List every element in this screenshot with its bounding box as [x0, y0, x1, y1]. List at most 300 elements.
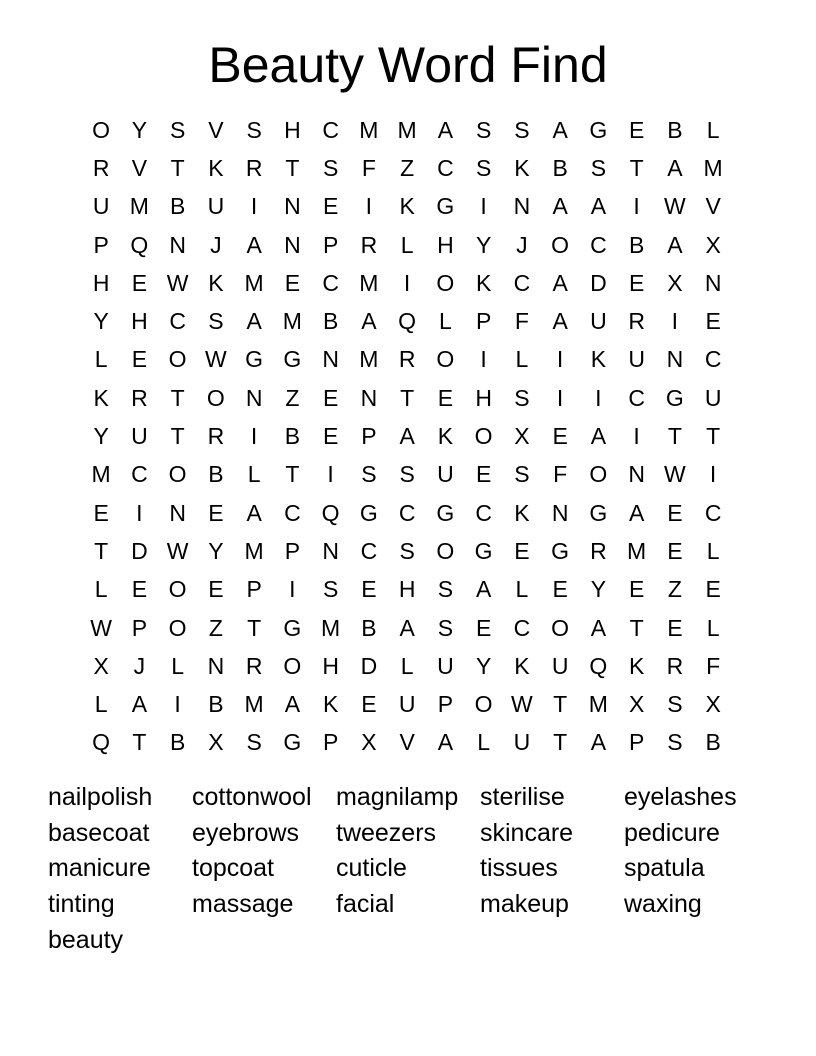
grid-letter[interactable]: S [667, 691, 683, 718]
grid-letter[interactable]: U [398, 691, 416, 718]
grid-letter[interactable]: X [361, 729, 377, 756]
grid-letter[interactable]: B [208, 691, 224, 718]
grid-letter[interactable]: A [552, 193, 568, 220]
grid-letter[interactable]: M [397, 116, 417, 143]
grid-letter[interactable]: E [284, 269, 301, 296]
grid-letter[interactable]: A [590, 614, 607, 641]
grid-letter[interactable]: B [552, 154, 568, 181]
word-list-item: facial [336, 890, 395, 919]
grid-letter[interactable]: T [553, 729, 568, 756]
grid-letter[interactable]: W [205, 346, 227, 373]
grid-letter[interactable]: B [361, 614, 377, 641]
grid-letter[interactable]: O [168, 576, 187, 603]
grid-letter[interactable]: K [514, 499, 530, 526]
grid-letter[interactable]: R [207, 423, 225, 450]
grid-letter[interactable]: E [475, 461, 492, 488]
grid-letter[interactable]: B [322, 308, 339, 335]
grid-letter[interactable]: E [322, 423, 339, 450]
grid-letter[interactable]: K [514, 652, 530, 679]
grid-letter[interactable]: K [628, 652, 645, 679]
grid-letter[interactable]: T [247, 614, 262, 641]
grid-letter[interactable]: S [322, 154, 339, 181]
grid-letter[interactable]: W [90, 614, 112, 641]
grid-letter[interactable]: A [590, 729, 607, 756]
grid-letter[interactable]: E [514, 537, 530, 564]
grid-letter[interactable]: A [552, 269, 568, 296]
grid-letter[interactable]: O [92, 116, 111, 143]
grid-letter[interactable]: J [210, 231, 222, 258]
grid-letter[interactable]: L [706, 116, 720, 143]
grid-letter[interactable]: O [551, 231, 570, 258]
grid-letter[interactable]: C [131, 461, 148, 488]
grid-letter[interactable]: Q [130, 231, 149, 258]
word-list-item: nailpolish [48, 783, 153, 811]
grid-letter[interactable]: C [704, 346, 722, 373]
grid-letter[interactable]: X [667, 269, 683, 296]
grid-letter[interactable]: H [398, 576, 416, 603]
grid-letter[interactable]: X [705, 691, 721, 718]
grid-letter[interactable]: R [245, 154, 263, 181]
grid-letter[interactable]: F [553, 461, 568, 488]
grid-letter[interactable]: G [283, 614, 302, 641]
grid-letter[interactable]: B [705, 729, 721, 756]
grid-letter[interactable]: X [705, 231, 721, 258]
grid-letter[interactable]: E [131, 269, 148, 296]
grid-letter[interactable]: U [704, 384, 722, 411]
grid-letter[interactable]: P [475, 308, 492, 335]
grid-letter[interactable]: K [437, 423, 454, 450]
grid-letter[interactable]: W [664, 193, 686, 220]
grid-letter[interactable]: L [706, 614, 720, 641]
grid-letter[interactable]: T [629, 154, 644, 181]
grid-letter[interactable]: K [514, 154, 530, 181]
grid-letter[interactable]: C [169, 308, 186, 335]
grid-letter[interactable]: P [246, 576, 262, 603]
grid-letter[interactable]: L [94, 691, 108, 718]
grid-letter[interactable]: L [400, 652, 414, 679]
grid-letter[interactable]: N [322, 346, 339, 373]
grid-letter[interactable]: G [245, 346, 264, 373]
grid-letter[interactable]: L [171, 652, 185, 679]
grid-letter[interactable]: Y [208, 537, 224, 564]
word-list-item: tissues [480, 854, 558, 883]
grid-letter[interactable]: G [283, 729, 302, 756]
grid-letter[interactable]: I [403, 269, 411, 296]
grid-letter[interactable]: L [515, 346, 529, 373]
word-list-item: spatula [624, 854, 705, 883]
grid-letter[interactable]: O [206, 384, 225, 411]
grid-letter[interactable]: U [92, 193, 110, 220]
grid-letter[interactable]: Y [131, 116, 148, 143]
grid-letter[interactable]: I [250, 193, 258, 220]
grid-letter[interactable]: E [361, 576, 377, 603]
grid-letter[interactable]: N [169, 231, 186, 258]
grid-letter[interactable]: W [664, 461, 686, 488]
grid-letter[interactable]: K [590, 346, 607, 373]
grid-letter[interactable]: O [436, 269, 455, 296]
grid-letter[interactable]: L [477, 729, 491, 756]
grid-letter[interactable]: M [91, 461, 111, 488]
grid-letter[interactable]: M [359, 346, 379, 373]
grid-letter[interactable]: O [168, 614, 187, 641]
grid-letter[interactable]: H [131, 308, 148, 335]
grid-letter[interactable]: K [208, 154, 224, 181]
grid-letter[interactable]: M [359, 269, 379, 296]
grid-letter[interactable]: C [322, 269, 339, 296]
grid-letter[interactable]: S [514, 116, 530, 143]
grid-letter[interactable]: J [133, 652, 146, 679]
grid-letter[interactable]: A [437, 729, 454, 756]
grid-letter[interactable]: G [589, 499, 608, 526]
grid-letter[interactable]: T [629, 614, 644, 641]
grid-letter[interactable]: X [514, 423, 530, 450]
grid-letter[interactable]: P [628, 729, 645, 756]
grid-letter[interactable]: A [628, 499, 645, 526]
grid-letter[interactable]: H [92, 269, 110, 296]
grid-letter[interactable]: O [283, 652, 302, 679]
grid-letter[interactable]: G [474, 537, 493, 564]
grid-letter[interactable]: L [438, 308, 452, 335]
grid-letter[interactable]: W [511, 691, 533, 718]
grid-letter[interactable]: E [131, 346, 148, 373]
grid-letter[interactable]: L [706, 537, 720, 564]
grid-letter[interactable]: U [437, 461, 454, 488]
grid-letter[interactable]: N [207, 652, 225, 679]
grid-letter[interactable]: N [666, 346, 684, 373]
grid-letter[interactable]: V [131, 154, 148, 181]
grid-letter[interactable]: W [166, 537, 189, 564]
grid-letter[interactable]: T [132, 729, 147, 756]
grid-letter[interactable]: C [398, 499, 416, 526]
grid-letter[interactable]: Y [475, 231, 492, 258]
grid-letter[interactable]: I [365, 193, 373, 220]
grid-letter[interactable]: M [703, 154, 723, 181]
grid-letter[interactable]: B [208, 461, 224, 488]
grid-letter[interactable]: U [513, 729, 531, 756]
grid-letter[interactable]: G [436, 193, 455, 220]
grid-letter[interactable]: F [361, 154, 376, 181]
grid-letter[interactable]: R [398, 346, 416, 373]
grid-letter[interactable]: V [399, 729, 415, 756]
grid-letter[interactable]: E [667, 537, 683, 564]
grid-letter[interactable]: U [590, 308, 607, 335]
grid-letter[interactable]: S [208, 308, 224, 335]
grid-letter[interactable]: O [436, 537, 455, 564]
grid-letter[interactable]: C [513, 614, 531, 641]
grid-letter[interactable]: O [589, 461, 608, 488]
grid-letter[interactable]: C [590, 231, 607, 258]
grid-letter[interactable]: Y [475, 652, 492, 679]
grid-letter[interactable]: Z [285, 384, 300, 411]
grid-letter[interactable]: T [94, 537, 109, 564]
grid-letter[interactable]: R [131, 384, 148, 411]
grid-letter[interactable]: O [551, 614, 570, 641]
grid-letter[interactable]: G [283, 346, 302, 373]
grid-letter[interactable]: A [667, 154, 683, 181]
grid-letter[interactable]: I [633, 193, 640, 220]
grid-letter[interactable]: T [553, 691, 568, 718]
grid-letter[interactable]: I [556, 346, 564, 373]
grid-letter[interactable]: Z [400, 154, 415, 181]
word-list-item: beauty [48, 925, 124, 954]
grid-letter[interactable]: N [322, 537, 339, 564]
grid-letter[interactable]: E [475, 614, 492, 641]
grid-letter[interactable]: L [94, 576, 108, 603]
grid-letter[interactable]: V [208, 116, 224, 143]
grid-letter[interactable]: B [628, 231, 645, 258]
grid-letter[interactable]: R [628, 308, 645, 335]
grid-letter[interactable]: R [360, 231, 378, 258]
grid-letter[interactable]: C [628, 384, 645, 411]
grid-letter[interactable]: M [244, 537, 264, 564]
grid-letter[interactable]: M [321, 614, 341, 641]
grid-letter[interactable]: T [285, 154, 300, 181]
grid-letter[interactable]: A [590, 193, 607, 220]
grid-letter[interactable]: O [168, 346, 187, 373]
grid-letter[interactable]: I [327, 461, 334, 488]
grid-letter[interactable]: E [552, 423, 568, 450]
grid-letter[interactable]: U [628, 346, 645, 373]
grid-letter[interactable]: E [208, 576, 224, 603]
grid-letter[interactable]: N [360, 384, 378, 411]
grid-letter[interactable]: V [705, 193, 721, 220]
grid-letter[interactable]: Q [398, 308, 417, 335]
grid-letter[interactable]: X [93, 652, 109, 679]
grid-letter[interactable]: A [399, 423, 415, 450]
grid-letter[interactable]: A [246, 499, 262, 526]
grid-letter[interactable]: K [208, 269, 224, 296]
grid-letter[interactable]: C [360, 537, 378, 564]
grid-letter[interactable]: N [284, 193, 301, 220]
grid-letter[interactable]: E [208, 499, 224, 526]
grid-letter[interactable]: H [322, 652, 339, 679]
grid-letter[interactable]: D [590, 269, 607, 296]
grid-letter[interactable]: M [244, 691, 264, 718]
grid-letter[interactable]: K [322, 691, 339, 718]
grid-letter[interactable]: P [284, 537, 301, 564]
grid-letter[interactable]: E [93, 499, 109, 526]
grid-letter[interactable]: O [168, 461, 187, 488]
grid-letter[interactable]: N [245, 384, 263, 411]
grid-letter[interactable]: U [131, 423, 148, 450]
grid-letter[interactable]: S [514, 384, 530, 411]
grid-letter[interactable]: U [437, 652, 454, 679]
grid-letter[interactable]: I [250, 423, 258, 450]
grid-letter[interactable]: A [131, 691, 148, 718]
grid-letter[interactable]: C [437, 154, 454, 181]
grid-letter[interactable]: G [665, 384, 684, 411]
grid-letter[interactable]: C [513, 269, 531, 296]
grid-letter[interactable]: N [628, 461, 645, 488]
grid-letter[interactable]: G [589, 116, 608, 143]
grid-letter[interactable]: E [361, 691, 377, 718]
grid-letter[interactable]: Y [590, 576, 607, 603]
grid-letter[interactable]: S [322, 576, 339, 603]
grid-letter[interactable]: E [552, 576, 568, 603]
word-list-item: tweezers [336, 818, 437, 847]
grid-letter[interactable]: A [284, 691, 301, 718]
grid-letter[interactable]: A [552, 308, 568, 335]
grid-letter[interactable]: H [284, 116, 301, 143]
grid-letter[interactable]: E [628, 116, 645, 143]
grid-letter[interactable]: M [282, 308, 302, 335]
grid-letter[interactable]: I [671, 308, 679, 335]
grid-letter[interactable]: A [361, 308, 377, 335]
grid-letter[interactable]: S [399, 537, 415, 564]
word-list-item: massage [192, 890, 294, 919]
grid-letter[interactable]: G [436, 499, 455, 526]
grid-letter[interactable]: A [437, 116, 454, 143]
grid-letter[interactable]: M [588, 691, 608, 718]
grid-letter[interactable]: S [475, 154, 492, 181]
grid-letter[interactable]: A [246, 308, 262, 335]
grid-letter[interactable]: P [322, 231, 339, 258]
grid-letter[interactable]: G [551, 537, 570, 564]
grid-letter[interactable]: Y [93, 308, 109, 335]
grid-letter[interactable]: S [246, 729, 262, 756]
word-list [48, 780, 768, 958]
grid-letter[interactable]: E [667, 499, 683, 526]
grid-letter[interactable]: I [480, 193, 487, 220]
grid-letter[interactable]: C [322, 116, 339, 143]
grid-letter[interactable]: Q [92, 729, 111, 756]
grid-letter[interactable]: A [552, 116, 568, 143]
grid-letter[interactable]: U [207, 193, 225, 220]
grid-letter[interactable]: S [514, 461, 530, 488]
word-list-item: cuticle [336, 854, 407, 883]
grid-letter[interactable]: E [628, 576, 645, 603]
grid-letter[interactable]: N [284, 231, 301, 258]
grid-letter[interactable]: L [94, 346, 108, 373]
grid-letter[interactable]: B [667, 116, 683, 143]
grid-letter[interactable]: N [551, 499, 569, 526]
grid-letter[interactable]: X [208, 729, 224, 756]
grid-letter[interactable]: N [704, 269, 722, 296]
grid-letter[interactable]: S [590, 154, 607, 181]
grid-letter[interactable]: S [475, 116, 492, 143]
grid-letter[interactable]: M [244, 269, 264, 296]
grid-letter[interactable]: R [590, 537, 607, 564]
grid-letter[interactable]: O [436, 346, 455, 373]
grid-letter[interactable]: K [93, 384, 109, 411]
grid-letter[interactable]: R [92, 154, 110, 181]
grid-letter[interactable]: Z [667, 576, 682, 603]
grid-letter[interactable]: I [174, 691, 181, 718]
grid-letter[interactable]: S [169, 116, 186, 143]
grid-letter[interactable]: P [131, 614, 148, 641]
grid-letter[interactable]: I [595, 384, 602, 411]
grid-letter[interactable]: T [170, 154, 185, 181]
grid-letter[interactable]: A [475, 576, 492, 603]
grid-letter[interactable]: M [129, 193, 149, 220]
grid-letter[interactable]: A [590, 423, 607, 450]
grid-letter[interactable]: Q [589, 652, 608, 679]
grid-letter[interactable]: P [93, 231, 109, 258]
grid-letter[interactable]: B [169, 729, 186, 756]
grid-letter[interactable]: I [633, 423, 640, 450]
grid-letter[interactable]: T [170, 423, 185, 450]
grid-letter[interactable]: N [169, 499, 186, 526]
grid-letter[interactable]: K [475, 269, 492, 296]
grid-letter[interactable]: Z [208, 614, 223, 641]
grid-letter[interactable]: A [667, 231, 683, 258]
grid-letter[interactable]: P [437, 691, 454, 718]
grid-letter[interactable]: T [400, 384, 415, 411]
grid-letter[interactable]: W [166, 269, 189, 296]
grid-letter[interactable]: C [475, 499, 492, 526]
grid-letter[interactable]: S [437, 576, 454, 603]
grid-letter[interactable]: E [437, 384, 454, 411]
grid-letter[interactable]: U [551, 652, 569, 679]
grid-letter[interactable]: B [169, 193, 186, 220]
grid-letter[interactable]: E [705, 308, 721, 335]
grid-letter[interactable]: C [284, 499, 301, 526]
grid-letter[interactable]: H [437, 231, 454, 258]
grid-letter[interactable]: L [247, 461, 261, 488]
grid-letter[interactable]: S [361, 461, 377, 488]
grid-letter[interactable]: Y [93, 423, 109, 450]
grid-letter[interactable]: S [246, 116, 262, 143]
grid-letter[interactable]: F [706, 652, 721, 679]
grid-letter[interactable]: E [322, 384, 339, 411]
grid-letter[interactable]: I [556, 384, 564, 411]
grid-letter[interactable]: H [475, 384, 492, 411]
grid-letter[interactable]: S [437, 614, 454, 641]
grid-letter[interactable]: T [667, 423, 682, 450]
grid-letter[interactable]: G [359, 499, 378, 526]
grid-letter[interactable]: O [474, 691, 493, 718]
grid-letter[interactable]: K [399, 193, 415, 220]
grid-letter[interactable]: A [399, 614, 415, 641]
grid-letter[interactable]: P [361, 423, 377, 450]
grid-letter[interactable]: T [706, 423, 721, 450]
grid-letter[interactable]: I [289, 576, 296, 603]
grid-letter[interactable]: A [246, 231, 262, 258]
grid-letter[interactable]: P [322, 729, 339, 756]
grid-letter[interactable]: L [400, 231, 414, 258]
grid-letter[interactable]: E [628, 269, 645, 296]
grid-letter[interactable]: N [513, 193, 531, 220]
grid-letter[interactable]: F [514, 308, 529, 335]
grid-letter[interactable]: S [667, 729, 683, 756]
grid-letter[interactable]: D [360, 652, 378, 679]
grid-letter[interactable]: M [359, 116, 379, 143]
word-list-item: sterilise [480, 783, 565, 811]
grid-letter[interactable]: O [474, 423, 493, 450]
grid-letter[interactable]: X [628, 691, 645, 718]
grid-letter[interactable]: E [131, 576, 148, 603]
grid-letter[interactable]: I [709, 461, 717, 488]
word-list-item: manicure [48, 854, 151, 883]
grid-letter[interactable]: I [480, 346, 487, 373]
grid-letter[interactable]: T [170, 384, 185, 411]
grid-letter[interactable]: E [322, 193, 339, 220]
grid-letter[interactable]: R [666, 652, 684, 679]
grid-letter[interactable]: J [516, 231, 528, 258]
grid-letter[interactable]: D [131, 537, 148, 564]
grid-letter[interactable]: R [245, 652, 263, 679]
grid-letter[interactable]: E [705, 576, 721, 603]
grid-letter[interactable]: Q [321, 499, 340, 526]
grid-letter[interactable]: B [284, 423, 301, 450]
grid-letter[interactable]: M [627, 537, 647, 564]
grid-letter[interactable]: I [136, 499, 143, 526]
grid-letter[interactable]: L [515, 576, 529, 603]
grid-letter[interactable]: T [285, 461, 300, 488]
grid-letter[interactable]: E [667, 614, 683, 641]
grid-letter[interactable]: C [704, 499, 722, 526]
grid-letter[interactable]: S [399, 461, 415, 488]
